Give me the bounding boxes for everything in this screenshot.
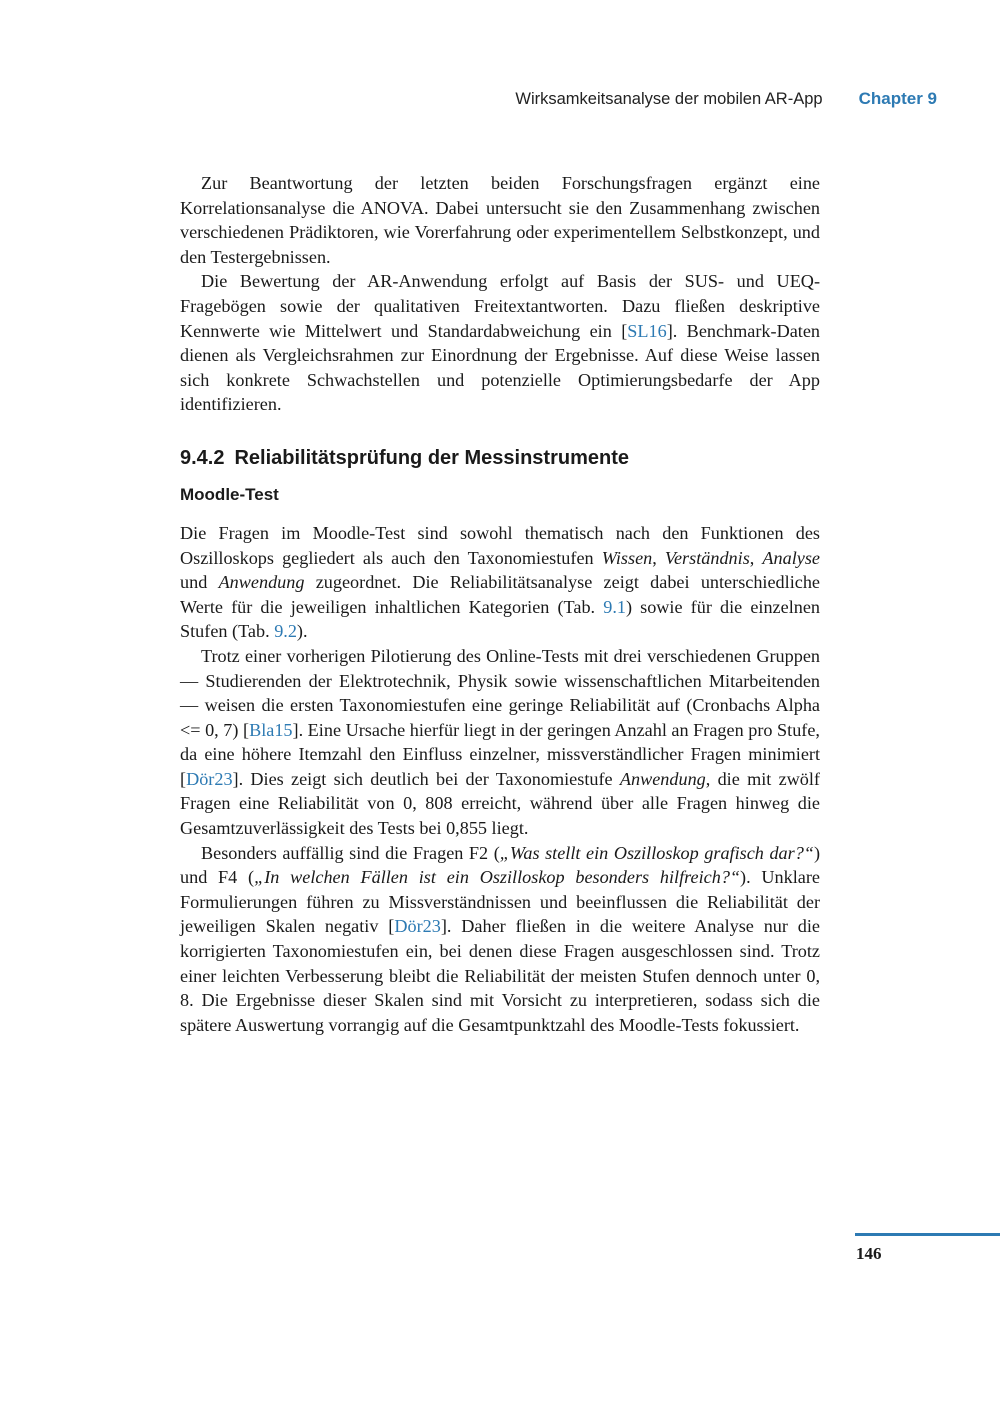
footer-rule <box>855 1233 1000 1236</box>
chapter-label: Chapter 9 <box>858 89 937 108</box>
citation-link[interactable]: SL16 <box>627 320 667 341</box>
running-title: Wirksamkeitsanalyse der mobilen AR-App <box>515 90 823 108</box>
page-number: 146 <box>856 1244 882 1263</box>
table-ref-link[interactable]: 9.1 <box>603 596 626 617</box>
paragraph-1: Zur Beantwortung der letzten beiden Forschungsfragen ergänzt eine Korrelationsanalyse die ANOVA. Dabei untersucht sie den Zusammenhang zwischen verschiedenen Prädiktoren, wie Vorerfahrung oder experimentellem Selbstkonzept, und den Testergebnissen. <box>180 173 820 267</box>
running-header <box>515 89 937 109</box>
citation-link[interactable]: Dör23 <box>186 768 233 789</box>
paragraph-3: Die Fragen im Moodle-Test sind sowohl thematisch nach den Funktionen des Oszilloskops gegliedert als auch den Taxonomiestufen Wissen, Verständnis, Analyse und Anwendung zugeordnet. Die Reliabilitätsanalyse zeigt dabei unterschiedliche Werte für die jeweiligen inhaltlichen Kategorien (Tab. 9.1) sowie für die einzelnen Stufen (Tab. 9.2). <box>180 522 821 642</box>
paragraph-2: Die Bewertung der AR-Anwendung erfolgt auf Basis der SUS- und UEQ-Fragebögen sowie der qualitativen Freitextantworten. Dazu fließen deskriptive Kennwerte wie Mittelwert und Standardabweichung ein [SL16]. Benchmark-Daten dienen als Vergleichsrahmen zur Einordnung der Ergebnisse. Auf diese Weise lassen sich konkrete Schwachstellen und potenzielle Optimierungsbedarfe der App identifizieren. <box>180 271 820 415</box>
section-heading <box>180 445 820 471</box>
paragraph-4: Trotz einer vorherigen Pilotierung des Online-Tests mit drei verschiedenen Gruppen — Studierenden der Elektrotechnik, Physik sowie wissenschaftlichen Mitarbeitenden — weisen die ersten Taxonomiestufen eine geringe Reliabilität auf (Cronbachs Alpha <= 0, 7) [Bla15]. Eine Ursache hierfür liegt in der geringen Anzahl an Fragen pro Stufe, da eine höhere Itemzahl den Einfluss einzelner, missverständlicher Fragen minimiert [Dör23]. Dies zeigt sich deutlich bei der Taxonomiestufe Anwendung, die mit zwölf Fragen eine Reliabilität von 0, 808 erreicht, während über alle Fragen hinweg die Gesamtzuverlässigkeit des Tests bei 0,855 liegt. <box>180 645 820 839</box>
section-number: 9.4.2 <box>180 446 225 469</box>
citation-link[interactable]: Bla15 <box>249 719 293 740</box>
page-body <box>180 171 820 1037</box>
citation-link[interactable]: Dör23 <box>394 916 441 937</box>
subsection-heading: Moodle-Test <box>180 484 279 504</box>
paragraph-5: Besonders auffällig sind die Fragen F2 („Was stellt ein Oszilloskop grafisch dar?“) und F4 („In welchen Fällen ist ein Oszilloskop besonders hilfreich?“). Unklare Formulierungen führen zu Missverständnissen und beeinflussen die Reliabilität der jeweiligen Skalen negativ [Dör23]. Daher fließen in die weitere Analyse nur die korrigierten Taxonomiestufen ein, bei denen diese Fragen ausgeschlossen sind. Trotz einer leichten Verbesserung bleibt die Reliabilität der meisten Stufen dennoch unter 0, 8. Die Ergebnisse dieser Skalen sind mit Vorsicht zu interpretieren, sodass sich die spätere Auswertung vorrangig auf die Gesamtpunktzahl des Moodle-Tests fokussiert. <box>180 842 821 1035</box>
table-ref-link[interactable]: 9.2 <box>274 621 297 642</box>
section-title: Reliabilitätsprüfung der Messinstrumente <box>234 446 629 469</box>
